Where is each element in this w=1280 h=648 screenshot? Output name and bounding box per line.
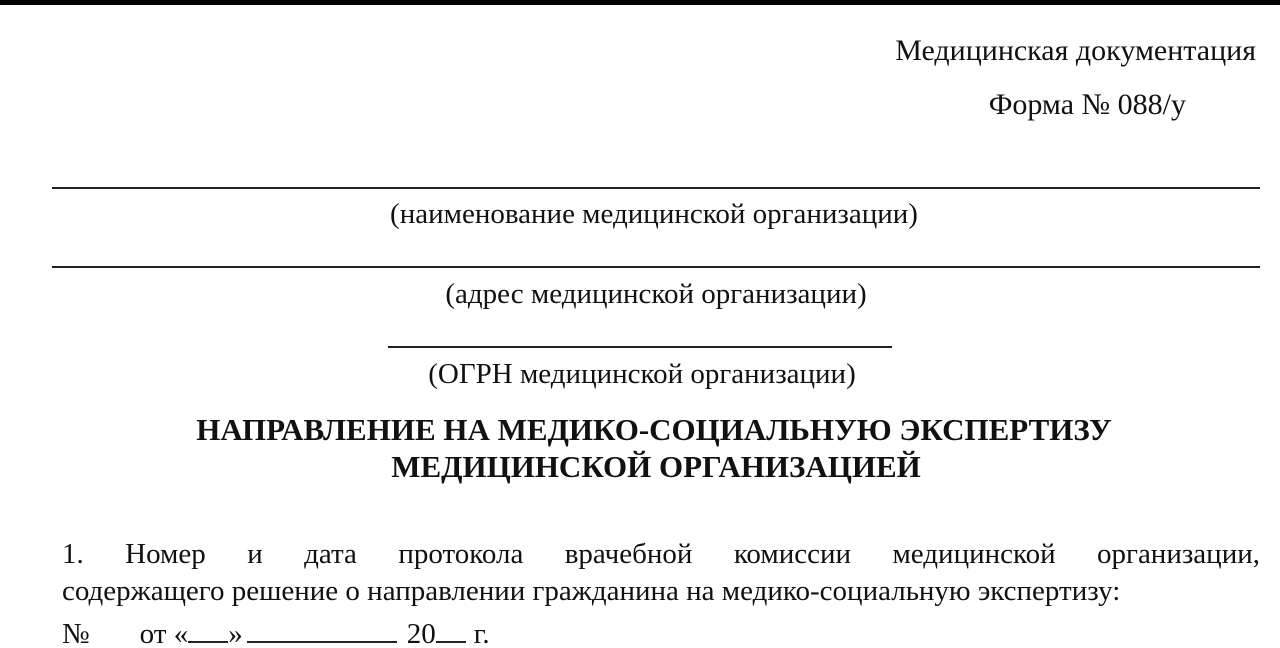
ogrn-caption: (ОГРН медицинской организации)	[428, 358, 856, 390]
org-address-caption: (адрес медицинской организации)	[445, 278, 867, 310]
org-address-line	[52, 266, 1260, 268]
doc-type-label: Медицинская документация	[895, 34, 1256, 67]
ogrn-line	[388, 346, 892, 348]
number-label: №	[62, 618, 90, 648]
year-prefix-label: 20	[406, 618, 436, 648]
document-title-line-2: МЕДИЦИНСКОЙ ОРГАНИЗАЦИЕЙ	[391, 449, 921, 484]
document-title-line-1: НАПРАВЛЕНИЕ НА МЕДИКО-СОЦИАЛЬНУЮ ЭКСПЕРТИЗУ	[196, 412, 1112, 447]
date-close-label: »	[228, 618, 243, 648]
section-1-line-2: содержащего решение о направлении гражданина на медико-социальную экспертизу:	[62, 575, 1121, 607]
org-name-caption: (наименование медицинской организации)	[390, 198, 918, 230]
protocol-number-date-line	[62, 617, 1260, 648]
day-blank	[188, 617, 228, 643]
org-name-line	[52, 187, 1260, 189]
month-blank	[247, 617, 397, 643]
year-suffix-label: г.	[473, 618, 490, 648]
form-number-label: Форма № 088/у	[988, 88, 1186, 121]
section-1-line-1: 1. Номер и дата протокола врачебной комиссии медицинской организации,	[62, 538, 1260, 570]
date-from-label: от «	[139, 618, 189, 648]
top-border	[0, 0, 1280, 5]
year-blank	[436, 617, 466, 643]
